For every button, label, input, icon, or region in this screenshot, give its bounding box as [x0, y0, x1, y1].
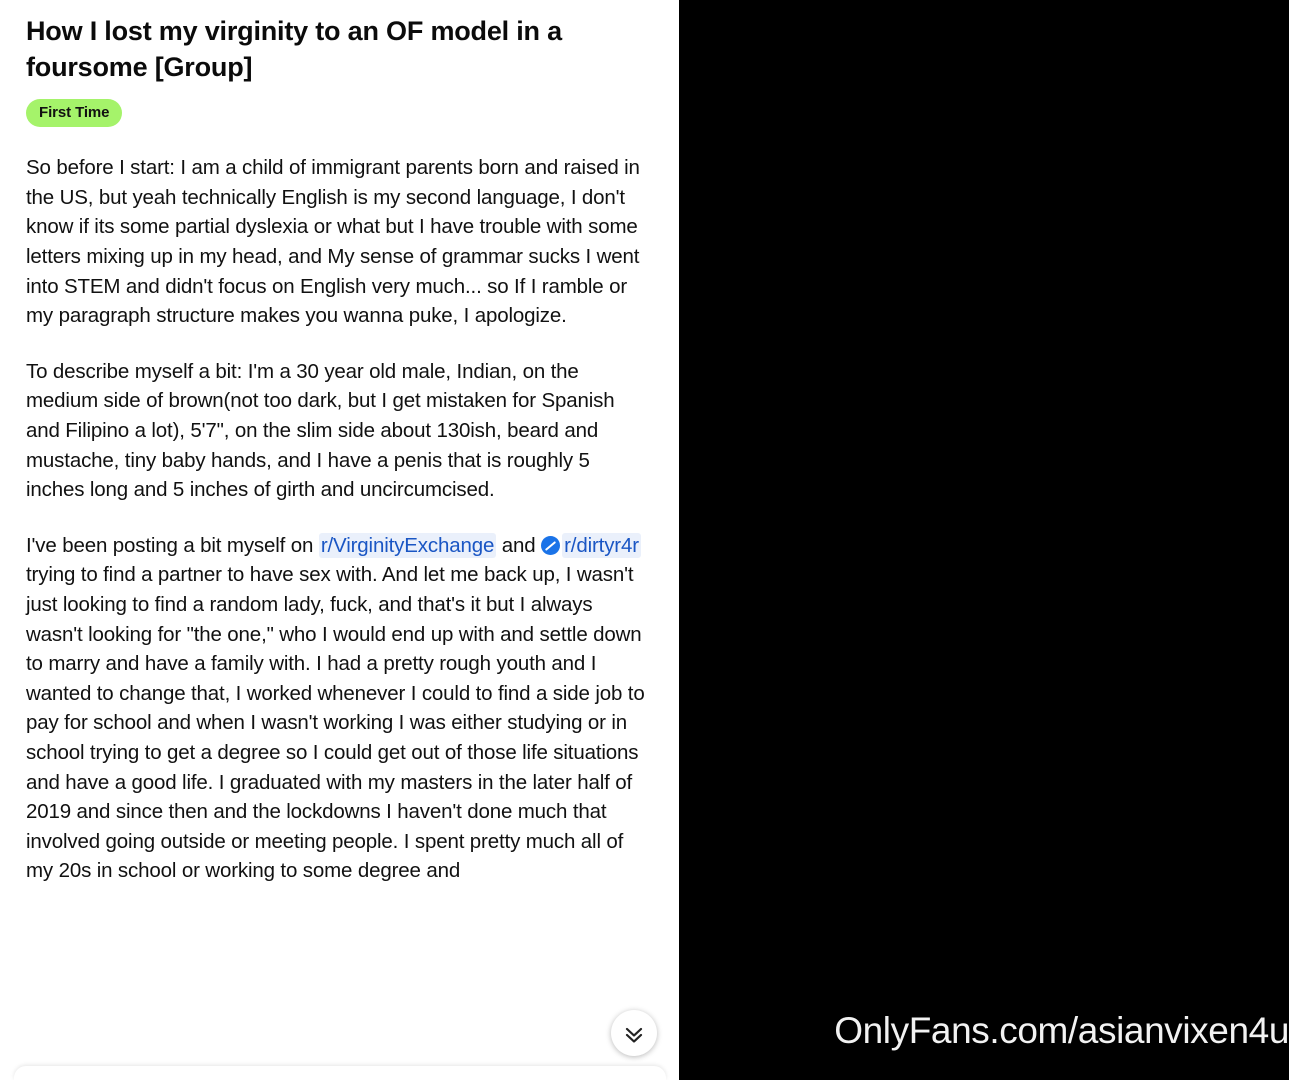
watermark-text: OnlyFans.com/asianvixen4u — [834, 1010, 1289, 1051]
post-flair-badge[interactable]: First Time — [26, 99, 122, 127]
subreddit-link-dirtyr4r[interactable]: r/dirtyr4r — [564, 533, 639, 557]
paragraph3-mid: and — [496, 533, 542, 557]
subreddit-link-virginityexchange[interactable]: r/VirginityExchange — [320, 533, 495, 557]
post-content — [0, 0, 679, 886]
post-paragraph-1: So before I start: I am a child of immigrant parents born and raised in the US, but yeah technically English is my second language, I don't know if its some partial dyslexia or what but I have trouble with some letters mixing up in my head, and My sense of grammar sucks I went into STEM and didn't focus on English very much... so If I ramble or my paragraph structure makes you wanna puke, I apologize. — [26, 156, 640, 328]
chevron-down-icon[interactable] — [611, 1010, 657, 1056]
subreddit-icon — [541, 536, 560, 555]
post-paragraph-2: To describe myself a bit: I'm a 30 year old male, Indian, on the medium side of brown(not too dark, but I get mistaken for Spanish and Filipino a lot), 5'7", on the slim side about 130ish, beard and mustache, tiny baby hands, and I have a penis that is roughly 5 inches long and 5 inches of girth and uncircumcised. — [26, 359, 615, 502]
paragraph3-lead: I've been posting a bit myself on — [26, 533, 319, 557]
flair-row — [26, 99, 649, 127]
page-title: How I lost my virginity to an OF model in a foursome [Group] — [26, 16, 562, 82]
paragraph3-rest: trying to find a partner to have sex with. And let me back up, I wasn't just looking to find a random lady, fuck, and that's it but I always wasn't looking for "the one," who I would end up with and settle down to marry and have a family with. I had a pretty rough youth and I wanted to change that, I worked whenever I could to find a side job to pay for school and when I wasn't working I was either studying or in school trying to get a degree so I could get out of those life situations and have a good life. I graduated with my masters in the later half of 2019 and since then and the lockdowns I haven't done much that involved going outside or meeting people. I spent pretty much all of my 20s in school or working to some degree and — [26, 563, 645, 883]
right-blank-panel — [679, 0, 1289, 1080]
post-paragraph-3 — [26, 531, 649, 886]
post-card-bottom-edge — [14, 1066, 666, 1080]
